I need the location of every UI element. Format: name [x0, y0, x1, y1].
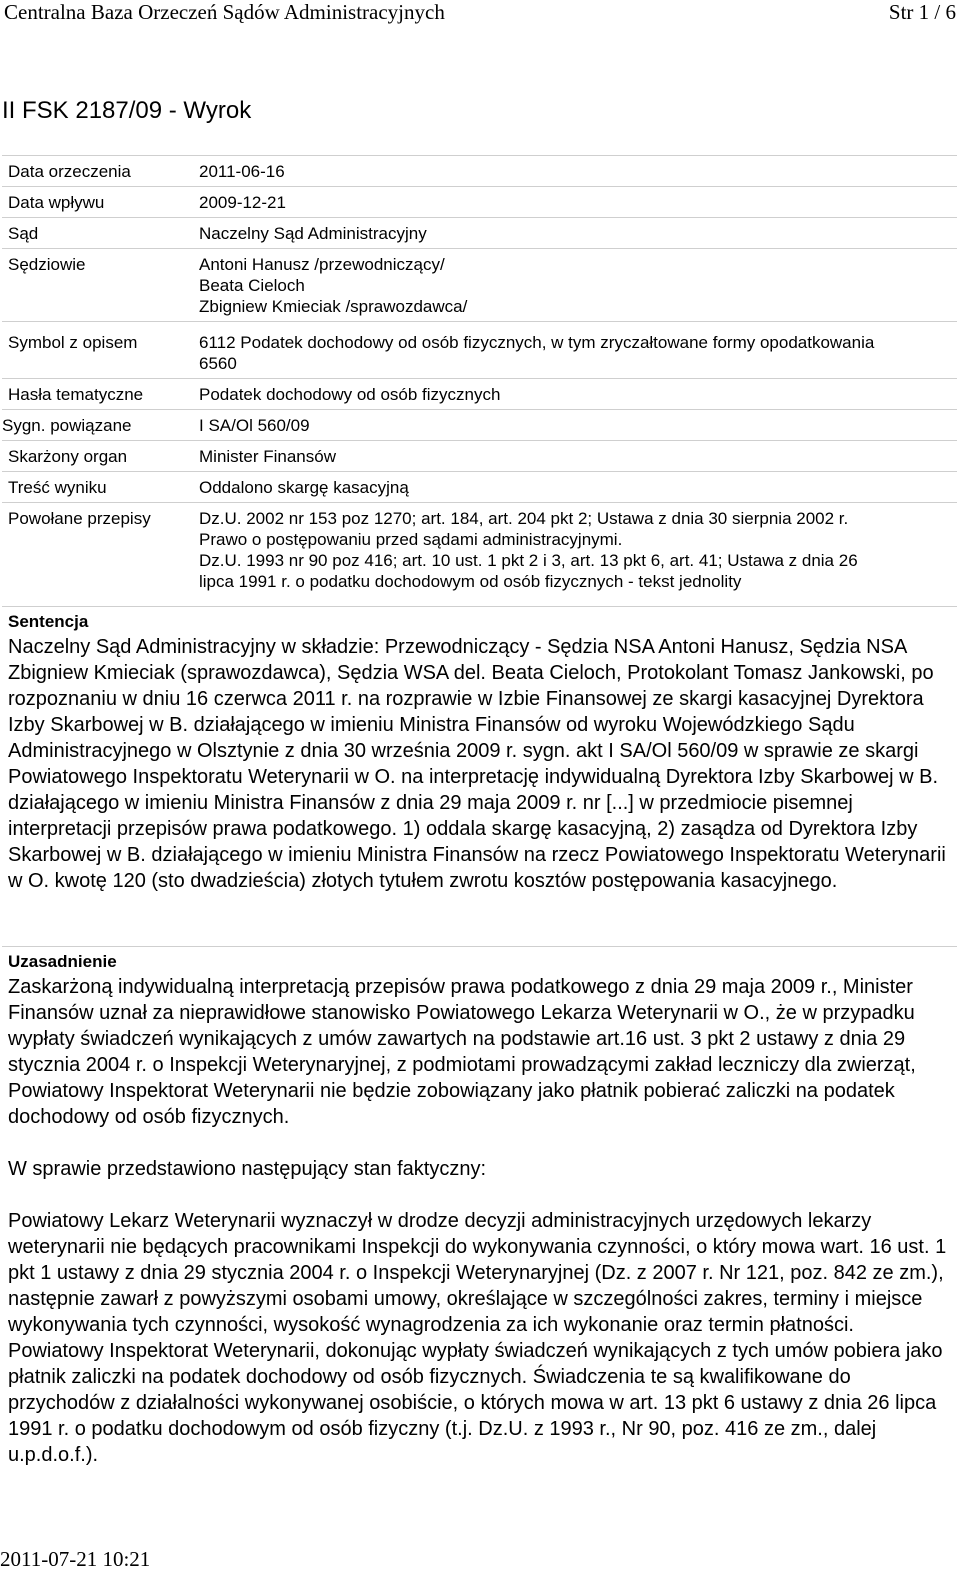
regulation-line: lipca 1991 r. o podatku dochodowym od osób fizycznych - tekst jednolity [199, 572, 742, 591]
meta-value [199, 254, 957, 317]
meta-value [199, 508, 957, 592]
meta-value: 2011-06-16 [199, 162, 285, 181]
page-footer [0, 1548, 150, 1570]
meta-label: Data wpływu [8, 193, 105, 212]
meta-value: Naczelny Sąd Administracyjny [199, 224, 427, 243]
meta-row-data-wplywu [2, 186, 957, 217]
print-timestamp: 2011-07-21 10:21 [0, 1547, 151, 1571]
regulation-line: Dz.U. 2002 nr 153 poz 1270; art. 184, art. 204 pkt 2; Ustawa z dnia 30 sierpnia 2002 r. [199, 509, 849, 528]
meta-value: 2009-12-21 [199, 193, 286, 212]
meta-label: Sąd [8, 224, 39, 243]
meta-label: Sędziowie [8, 255, 86, 274]
symbol-line: 6560 [199, 354, 237, 373]
sentencja-text: Naczelny Sąd Administracyjny w składzie: Przewodniczący - Sędzia NSA Antoni Hanusz, Sędzia NSA Zbigniew Kmieciak (sprawozdawca), Sędzia WSA del. Beata Cieloch, Protokolant Tomasz Jankowski, po rozpoznaniu w dniu 16 czerwca 2011 r. na rozprawie w Izbie Finansowej ze skargi kasacyjnej Dyrektora Izby Skarbowej w B. działającego w imieniu Ministra Finansów od wyroku Wojewódzkiego Sądu Administracyjnego w Olsztynie z dnia 30 września 2009 r. sygn. akt I SA/Ol 560/09 w sprawie ze skargi Powiatowego Inspektoratu Weterynarii w O. na interpretację indywidualną Dyrektora Izby Skarbowej w B. działającego w imieniu Ministra Finansów z dnia 29 maja 2009 r. nr [...] w przedmiocie pisemnej interpretacji przepisów prawa podatkowego. 1) oddala skargę kasacyjną, 2) zasądza od Dyrektora Izby Skarbowej w B. działającego w imieniu Ministra Finansów na rzecz Powiatowego Inspektoratu Weterynarii w O. kwotę 120 (sto dwadzieścia) złotych tytułem zwrotu kosztów postępowania kasacyjnego. [8, 636, 946, 892]
uzasadnienie-paragraph: Powiatowy Lekarz Weterynarii wyznaczył w drodze decyzji administracyjnych urzędowych lekarzy weterynarii nie będących pracownikami Inspekcji do wykonywania czynności, o który mowa wart. 16 ust. 1 pkt 1 ustawy z dnia 29 stycznia 2004 r. o Inspekcji Weterynaryjnej (Dz. z 2007 r. Nr 121, poz. 842 ze zm.), następnie zawarł z powyższymi osobami umowy, określające w szczególności zakres, terminy i miejsce wykonywania tych czynności, wysokość wynagrodzenia za ich wykonanie oraz termin płatności. Powiatowy Inspektorat Weterynarii, dokonując wypłaty świadczeń wynikających z tych umów pobiera jako płatnik zaliczki na podatek dochodowy od osób fizycznych. Świadczenia te są kwalifikowane do przychodów z działalności wykonywanej osobiście, o których mowa w art. 13 pkt 6 ustawy z dnia 26 lipca 1991 r. o podatku dochodowym od osób fizyczny (t.j. Dz.U. z 1993 r., Nr 90, poz. 416 ze zm., dalej u.p.d.o.f.). [8, 1210, 947, 1466]
uzasadnienie-body [2, 972, 957, 1468]
uzasadnienie-heading: Uzasadnienie [8, 952, 117, 971]
uzasadnienie-paragraph: Zaskarżoną indywidualną interpretacją przepisów prawa podatkowego z dnia 29 maja 2009 r., Minister Finansów uznał za nieprawidłowe stanowisko Powiatowego Lekarza Weterynarii w O., że w przypadku wypłaty świadczeń wynikających z umów zawartych na podstawie art.16 ust. 3 pkt 2 ustawy z dnia 29 stycznia 2004 r. o Inspekcji Weterynaryjnej, z podmiotami prowadzącymi zakład leczniczy dla zwierząt, Powiatowy Inspektorat Weterynarii nie będzie zobowiązany jako płatnik pobierać zaliczki na podatek dochodowy od osób fizycznych. [8, 976, 916, 1128]
judge-name: Antoni Hanusz /przewodniczący/ [199, 255, 445, 274]
meta-row-przepisy [2, 502, 957, 596]
sentencja-heading: Sentencja [8, 612, 89, 631]
uzasadnienie-paragraph: W sprawie przedstawiono następujący stan faktyczny: [8, 1158, 486, 1180]
meta-value: I SA/Ol 560/09 [199, 416, 310, 435]
meta-row-sad [2, 217, 957, 248]
meta-row-sedziowie [2, 248, 957, 321]
meta-row-organ [2, 440, 957, 471]
page-header [4, 0, 956, 30]
document-title: II FSK 2187/09 - Wyrok [2, 97, 252, 124]
meta-row-symbol [2, 321, 957, 378]
sentencja-body [2, 632, 957, 894]
meta-label: Powołane przepisy [8, 509, 151, 528]
meta-label: Hasła tematyczne [8, 385, 144, 404]
judge-name: Zbigniew Kmieciak /sprawozdawca/ [199, 297, 468, 316]
meta-value [199, 332, 957, 374]
meta-label: Data orzeczenia [8, 162, 131, 181]
symbol-line: 6112 Podatek dochodowy od osób fizycznych, w tym zryczałtowane formy opodatkowania [199, 333, 875, 352]
metadata-table [2, 155, 957, 596]
meta-value: Oddalono skargę kasacyjną [199, 478, 409, 497]
regulation-line: Dz.U. 1993 nr 90 poz 416; art. 10 ust. 1 pkt 2 i 3, art. 13 pkt 6, art. 41; Ustawa z dnia 26 [199, 551, 858, 570]
sentencja-section [2, 606, 957, 920]
judge-name: Beata Cieloch [199, 276, 305, 295]
meta-row-sygn [2, 409, 957, 440]
meta-label: Skarżony organ [8, 447, 128, 466]
meta-value: Minister Finansów [199, 447, 336, 466]
regulation-line: Prawo o postępowaniu przed sądami administracyjnymi. [199, 530, 623, 549]
meta-label: Treść wyniku [8, 478, 107, 497]
meta-value: Podatek dochodowy od osób fizycznych [199, 385, 501, 404]
site-title: Centralna Baza Orzeczeń Sądów Administracyjnych [4, 0, 445, 24]
meta-row-hasla [2, 378, 957, 409]
meta-label: Sygn. powiązane [2, 416, 132, 435]
meta-row-tresc [2, 471, 957, 502]
meta-row-data-orzeczenia [2, 155, 957, 186]
page-counter: Str 1 / 6 [888, 0, 956, 24]
meta-label: Symbol z opisem [8, 333, 138, 352]
uzasadnienie-section [2, 946, 957, 1494]
